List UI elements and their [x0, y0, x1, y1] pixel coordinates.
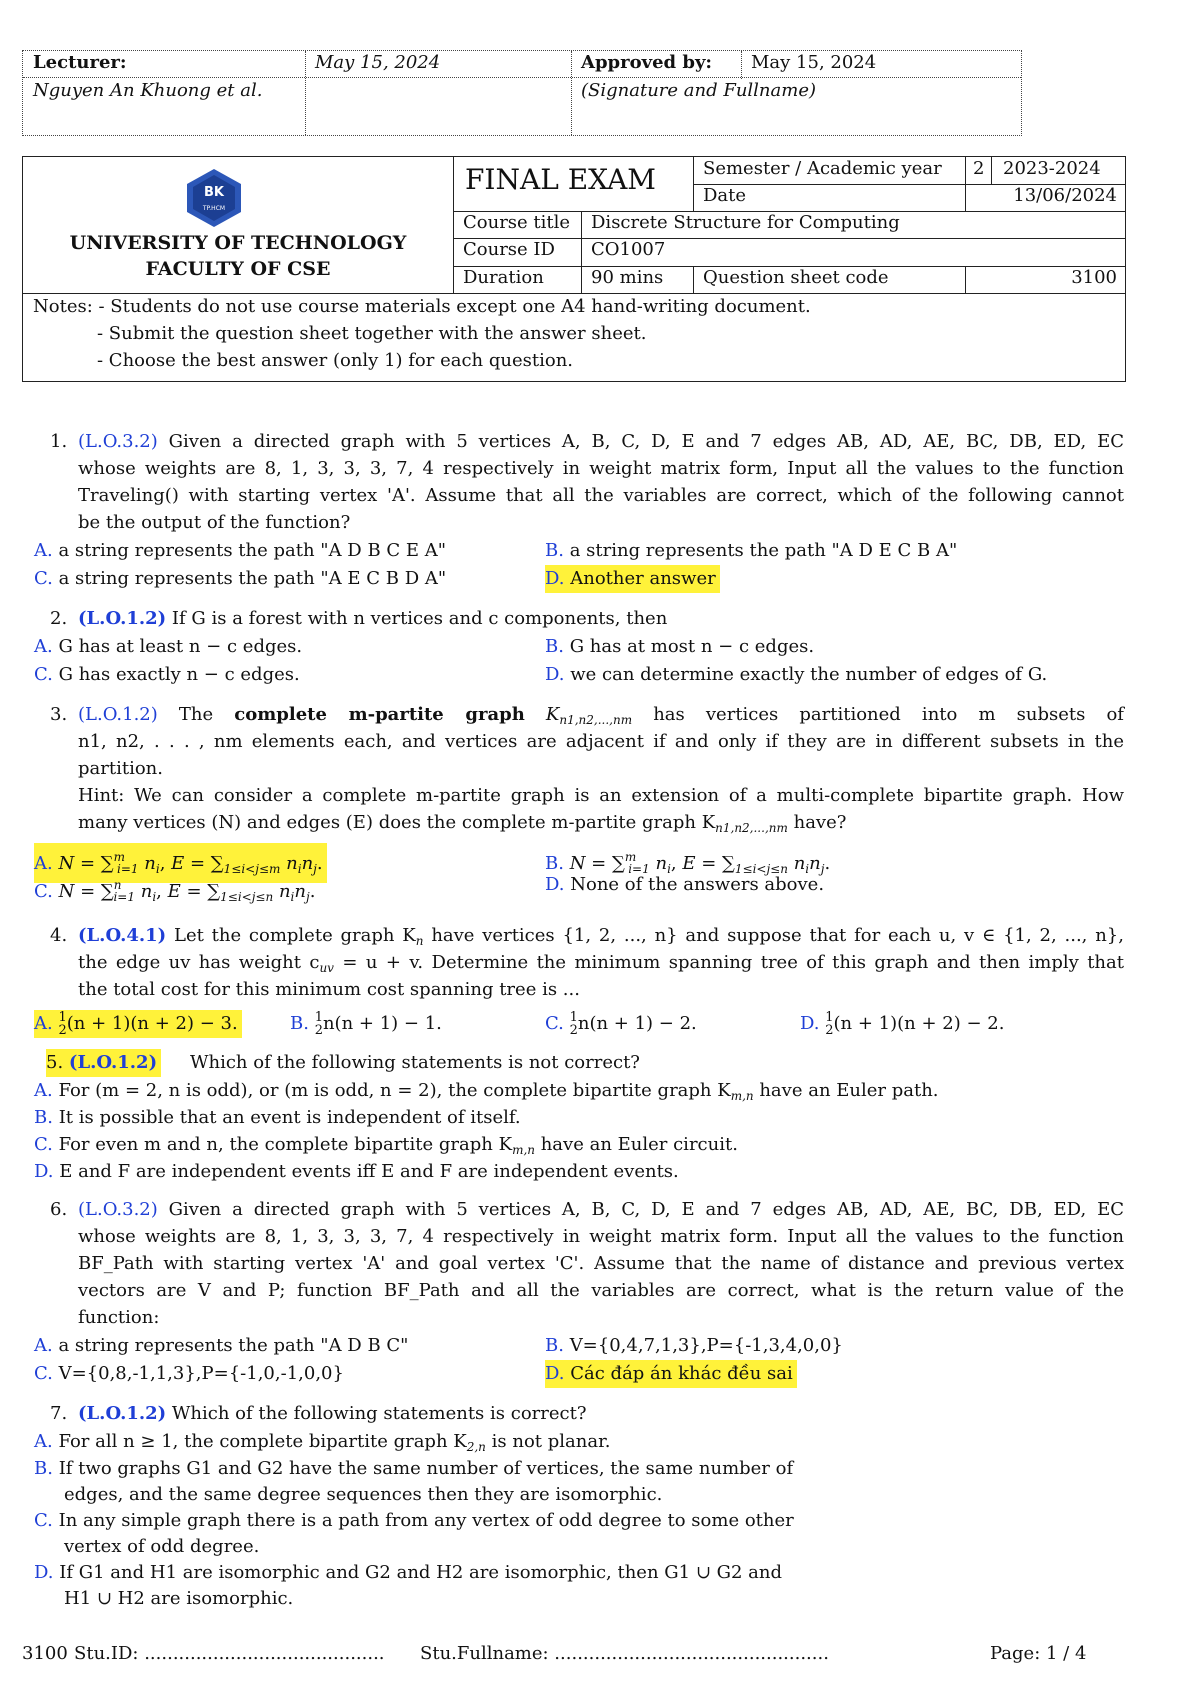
question-stem: Which of the following statements is not correct?: [190, 1052, 640, 1073]
approved-label: Approved by:: [581, 52, 713, 73]
option-a[interactable]: A. G has at least n − c edges.: [34, 636, 303, 657]
option-d-highlighted[interactable]: D. Another answer: [545, 565, 720, 593]
student-id-field: Stu.ID: ..........................................: [74, 1643, 385, 1664]
logo-text: BK: [204, 185, 224, 200]
option-d-highlighted[interactable]: D. Các đáp án khác đều sai: [545, 1360, 797, 1388]
note-line-2: - Submit the question sheet together with the answer sheet.: [97, 323, 647, 344]
question-stem-line: (L.O.1.2) The complete m-partite graph $K_{n1,n2,...,nm}$ has vertices partitioned into m subsets of: [78, 704, 1124, 727]
option-b[interactable]: B. V={0,4,7,1,3},P={-1,3,4,0,0}: [545, 1335, 843, 1356]
option-a[interactable]: A. For all n ≥ 1, the complete bipartite graph $K_{2,n}$ is not planar.: [34, 1431, 611, 1454]
option-a[interactable]: A. a string represents the path "A D B C": [34, 1335, 409, 1356]
question-stem-line: many vertices (N) and edges (E) does the complete m-partite graph $K_{n1,n2,...,nm}$ have?: [78, 812, 847, 835]
option-b[interactable]: B. N = ∑$^m_{i=1}$ $n_i$, $E = \sum_{1\le i<j\le n}$ $n_in_j$.: [545, 850, 831, 876]
code-label: Question sheet code: [703, 267, 889, 288]
question-number: 7.: [50, 1403, 68, 1424]
semester-label: Semester / Academic year: [703, 158, 942, 179]
exam-title: FINAL EXAM: [465, 163, 656, 196]
option-b[interactable]: B. If two graphs G1 and G2 have the same number of vertices, the same number of: [34, 1458, 794, 1479]
page-number: Page: 1 / 4: [990, 1643, 1087, 1664]
course-id-value: CO1007: [591, 239, 666, 260]
student-name-field: Stu.Fullname: ................................................: [420, 1643, 829, 1664]
option-c[interactable]: C. 1 2n(n + 1) − 2.: [545, 1010, 697, 1038]
question-stem-line: (L.O.3.2) Given a directed graph with 5 vertices A, B, C, D, E and 7 edges AB, AD, AE, BC, DB, ED, EC: [78, 431, 1124, 452]
question-stem: Which of the following statements is correct?: [171, 1403, 587, 1424]
note-line-1: Notes: - Students do not use course materials except one A4 hand-writing document.: [33, 296, 811, 317]
option-c[interactable]: C. For even m and n, the complete bipartite graph $K_{m,n}$ have an Euler circuit.: [34, 1134, 738, 1157]
course-id-label: Course ID: [463, 239, 555, 260]
duration-value: 90 mins: [591, 267, 664, 288]
option-c[interactable]: C. N = ∑$^n_{i=1}$ $n_i$, $E = \sum_{1\le i<j\le n}$ $n_in_j$.: [34, 878, 316, 904]
option-b[interactable]: B. G has at most n − c edges.: [545, 636, 815, 657]
option-d[interactable]: D. 1 2(n + 1)(n + 2) − 2.: [800, 1010, 1005, 1038]
option-a-highlighted[interactable]: A. 1 2(n + 1)(n + 2) − 3.: [34, 1010, 242, 1038]
option-a-highlighted[interactable]: A. N = ∑$^m_{i=1}$ $n_i$, $E = \sum_{1\le i<j\le m}$ $n_in_j$.: [34, 843, 327, 883]
question-stem-line: BF_Path with starting vertex 'A' and goal vertex 'C'. Assume that the name of distance and previous vertex: [78, 1253, 1124, 1274]
option-d[interactable]: D. If G1 and H1 are isomorphic and G2 and H2 are isomorphic, then G1 ∪ G2 and: [34, 1562, 783, 1583]
question-number: 1.: [50, 431, 68, 452]
question-stem-line: the total cost for this minimum cost spanning tree is ...: [78, 979, 580, 1000]
option-c-continued: vertex of odd degree.: [64, 1536, 260, 1557]
option-d[interactable]: D. we can determine exactly the number of edges of G.: [545, 664, 1048, 685]
duration-label: Duration: [463, 267, 544, 288]
date-value: 13/06/2024: [1013, 185, 1117, 206]
lecturer-name: Nguyen An Khuong et al.: [33, 80, 263, 101]
question-stem-line: n1, n2, . . . , nm elements each, and vertices are adjacent if and only if they are in different subsets in the: [78, 731, 1124, 752]
option-d[interactable]: D. E and F are independent events iff E and F are independent events.: [34, 1161, 679, 1182]
option-a[interactable]: A. For (m = 2, n is odd), or (m is odd, n = 2), the complete bipartite graph $K_{m,n}$ have an Euler path.: [34, 1080, 939, 1103]
question-number: 3.: [50, 704, 68, 725]
code-value: 3100: [1071, 267, 1117, 288]
logo-subtext: TP.HCM: [202, 205, 226, 212]
question-number: 4.: [50, 925, 68, 946]
option-c[interactable]: C. G has exactly n − c edges.: [34, 664, 300, 685]
learning-outcome: (L.O.3.2): [78, 431, 158, 452]
footer-code: 3100: [22, 1643, 68, 1664]
question-stem-line: (L.O.4.1) Let the complete graph $K_n$ have vertices {1, 2, ..., n} and suppose that for each u, v ∈ {1, 2, ..., n},: [78, 925, 1124, 948]
note-line-3: - Choose the best answer (only 1) for each question.: [97, 350, 574, 371]
option-b[interactable]: B. It is possible that an event is independent of itself.: [34, 1107, 521, 1128]
option-d-continued: H1 ∪ H2 are isomorphic.: [64, 1588, 294, 1609]
question-stem-line: partition.: [78, 758, 163, 779]
course-title-label: Course title: [463, 212, 571, 233]
question-stem-line: (L.O.3.2) Given a directed graph with 5 vertices A, B, C, D, E and 7 edges AB, AD, AE, BC, DB, ED, EC: [78, 1199, 1124, 1220]
option-b[interactable]: B. 1 2n(n + 1) − 1.: [290, 1010, 442, 1038]
signature-label: (Signature and Fullname): [581, 80, 816, 101]
question-stem-line: be the output of the function?: [78, 512, 351, 533]
option-a[interactable]: A. a string represents the path "A D B C E A": [34, 540, 447, 561]
option-d[interactable]: D. None of the answers above.: [545, 874, 825, 895]
option-c[interactable]: C. a string represents the path "A E C B D A": [34, 568, 447, 589]
question-stem-line: function:: [78, 1307, 160, 1328]
approved-date: May 15, 2024: [751, 52, 877, 73]
approval-header: [22, 50, 1022, 136]
university-name: UNIVERSITY OF TECHNOLOGY: [69, 232, 407, 254]
faculty-name: FACULTY OF CSE: [145, 258, 331, 280]
option-b[interactable]: B. a string represents the path "A D E C B A": [545, 540, 958, 561]
semester-value: 2: [973, 158, 985, 179]
option-b-continued: edges, and the same degree sequences then they are isomorphic.: [64, 1484, 663, 1505]
year-value: 2023-2024: [1003, 158, 1101, 179]
question-stem-line: whose weights are 8, 1, 3, 3, 3, 7, 4 respectively in weight matrix form, Input all the values to the function: [78, 458, 1124, 479]
question-number: 6.: [50, 1199, 68, 1220]
option-c[interactable]: C. In any simple graph there is a path from any vertex of odd degree to some other: [34, 1510, 794, 1531]
question-stem-line: whose weights are 8, 1, 3, 3, 3, 7, 4 respectively in weight matrix form. Input all the values to the function: [78, 1226, 1124, 1247]
option-c[interactable]: C. V={0,8,-1,1,3},P={-1,0,-1,0,0}: [34, 1363, 344, 1384]
learning-outcome: (L.O.1.2): [78, 1403, 167, 1424]
learning-outcome: (L.O.1.2): [78, 608, 167, 629]
question-stem-line: the edge uv has weight $c_{uv} = u + v$. Determine the minimum spanning tree of this graph and then imply that: [78, 952, 1124, 975]
date-label: Date: [703, 185, 747, 206]
question-stem-line: Traveling() with starting vertex 'A'. Assume that all the variables are correct, which of the following cannot: [78, 485, 1124, 506]
question-number: 2.: [50, 608, 68, 629]
exam-info-table: [22, 156, 1126, 382]
question-stem-line: Hint: We can consider a complete m-partite graph is an extension of a multi-complete bipartite graph. How: [78, 785, 1124, 806]
lecturer-date: May 15, 2024: [315, 52, 441, 73]
question-stem-line: vectors are V and P; function BF_Path and all the variables are correct, what is the return value of the: [78, 1280, 1124, 1301]
lecturer-label: Lecturer:: [33, 52, 127, 73]
question-stem: If G is a forest with n vertices and c components, then: [171, 608, 668, 629]
question-header-highlighted: 5. (L.O.1.2): [46, 1049, 161, 1077]
course-title-value: Discrete Structure for Computing: [591, 212, 900, 233]
